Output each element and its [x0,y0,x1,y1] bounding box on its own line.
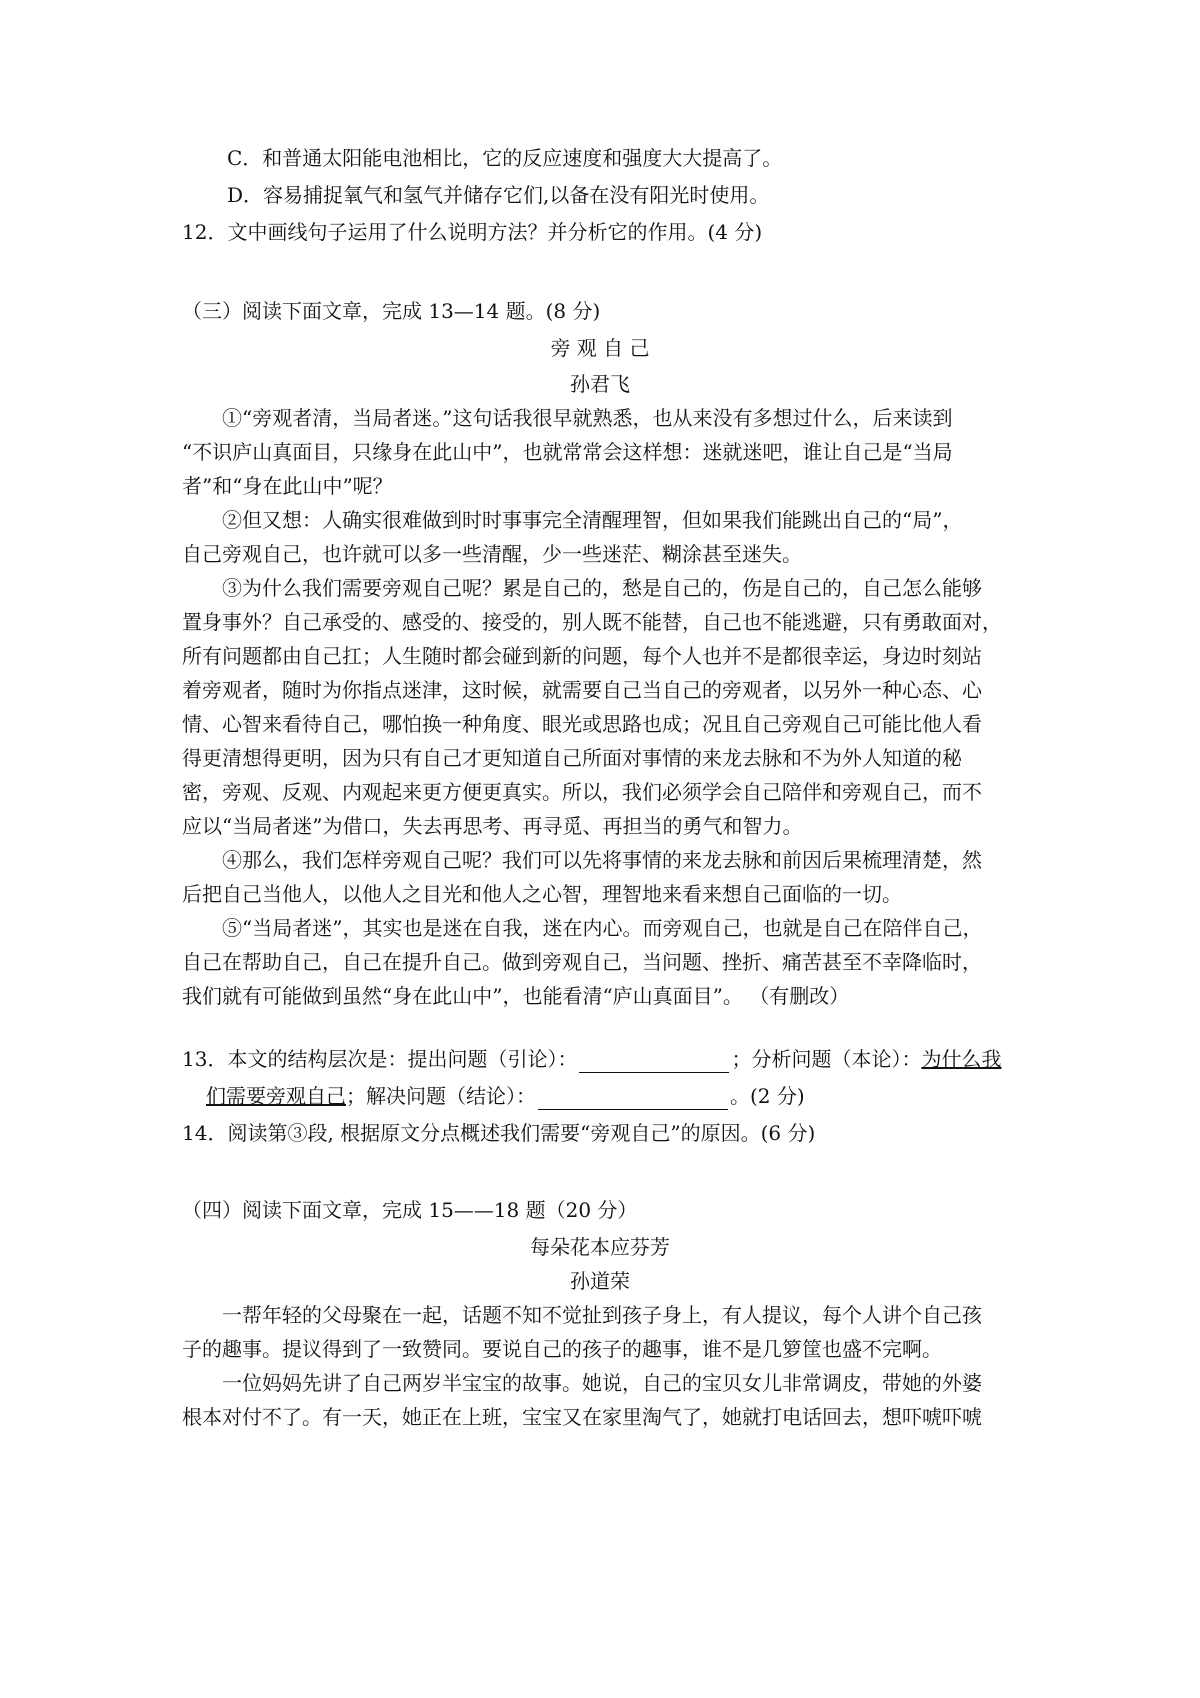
section-3-author: 孙君飞 [570,372,630,396]
s3-line: ④那么，我们怎样旁观自己呢？我们可以先将事情的来龙去脉和前因后果梳理清楚，然 [222,848,982,872]
s4-line: 根本对付不了。有一天，她正在上班，宝宝又在家里淘气了，她就打电话回去，想吓唬吓唬 [182,1405,982,1429]
question-14: 14．阅读第③段, 根据原文分点概述我们需要“旁观自己”的原因。(6 分) [182,1121,816,1145]
s3-line: 后把自己当他人，以他人之目光和他人之心智，理智地来看来想自己面临的一切。 [182,882,902,906]
s3-line: 我们就有可能做到虽然“身在此山中”，也能看清“庐山真面目”。 （有删改） [182,984,850,1008]
s4-line: 一帮年轻的父母聚在一起，话题不知不觉扯到孩子身上，有人提议，每个人讲个自己孩 [222,1303,982,1327]
s3-line: 应以“当局者迷”为借口，失去再思考、再寻觅、再担当的勇气和智力。 [182,814,803,838]
answer-blank-2[interactable] [538,1089,728,1110]
answer-blank-1[interactable] [579,1052,729,1073]
s3-line: 着旁观者，随时为你指点迷津，这时候，就需要自己当自己的旁观者，以另外一种心态、心 [182,678,982,702]
s3-line: ③为什么我们需要旁观自己呢？累是自己的，愁是自己的，伤是自己的，自己怎么能够 [222,576,982,600]
question-13-line1 [182,1045,1032,1073]
section-4-title: 每朵花本应芬芳 [530,1235,670,1259]
q13-text: 13．本文的结构层次是：提出问题（引论）： [182,1047,578,1071]
s3-line: 所有问题都由自己扛；人生随时都会碰到新的问题，每个人也并不是都很幸运，身边时刻站 [182,644,982,668]
s3-line: 情、心智来看待自己，哪怕换一种角度、眼光或思路也成；况且自己旁观自己可能比他人看 [182,712,982,736]
s3-line: 者”和“身在此山中”呢？ [182,474,393,498]
q13-text: 。(2 分) [730,1084,805,1108]
question-12: 12．文中画线句子运用了什么说明方法？并分析它的作用。(4 分) [182,220,763,244]
s3-line: 自己在帮助自己，自己在提升自己。做到旁观自己，当问题、挫折、痛苦甚至不幸降临时， [182,950,982,974]
s3-line: 置身事外？自己承受的、感受的、接受的，别人既不能替，自己也不能逃避，只有勇敢面对， [182,610,1002,634]
q13-underlined: 为什么我 [921,1047,1002,1071]
s4-line: 一位妈妈先讲了自己两岁半宝宝的故事。她说，自己的宝贝女儿非常调皮，带她的外婆 [222,1371,982,1395]
s3-line: 密，旁观、反观、内观起来更方便更真实。所以，我们必须学会自己陪伴和旁观自己，而不 [182,780,982,804]
s3-line: ⑤“当局者迷”，其实也是迷在自我，迷在内心。而旁观自己，也就是自己在陪伴自己， [222,916,983,940]
s3-line: “不识庐山真面目，只缘身在此山中”，也就常常会这样想：迷就迷吧，谁让自己是“当局 [182,440,953,464]
q13-text: ；分析问题（本论）： [731,1047,922,1071]
section-3-title: 旁 观 自 己 [550,336,650,360]
s4-line: 子的趣事。提议得到了一致赞同。要说自己的孩子的趣事，谁不是几箩筐也盛不完啊。 [182,1337,942,1361]
q13-underlined: 们需要旁观自己 [206,1084,346,1108]
section-4-header: （四）阅读下面文章，完成 15——18 题（20 分） [182,1198,638,1222]
question-13-line2 [206,1082,1056,1110]
section-4-author: 孙道荣 [570,1269,630,1293]
q11-option-c: C．和普通太阳能电池相比，它的反应速度和强度大大提高了。 [227,146,783,170]
section-3-header: （三）阅读下面文章，完成 13—14 题。(8 分) [182,299,601,323]
q13-text: ；解决问题（结论）： [346,1084,536,1108]
s3-line: 得更清想得更明，因为只有自己才更知道自己所面对事情的来龙去脉和不为外人知道的秘 [182,746,962,770]
s3-line: 自己旁观自己，也许就可以多一些清醒，少一些迷茫、糊涂甚至迷失。 [182,542,802,566]
s3-line: ②但又想：人确实很难做到时时事事完全清醒理智，但如果我们能跳出自己的“局”， [222,508,963,532]
s3-line: ①“旁观者清，当局者迷。”这句话我很早就熟悉，也从来没有多想过什么，后来读到 [222,406,953,430]
q11-option-d: D．容易捕捉氧气和氢气并储存它们,以备在没有阳光时使用。 [227,183,770,207]
